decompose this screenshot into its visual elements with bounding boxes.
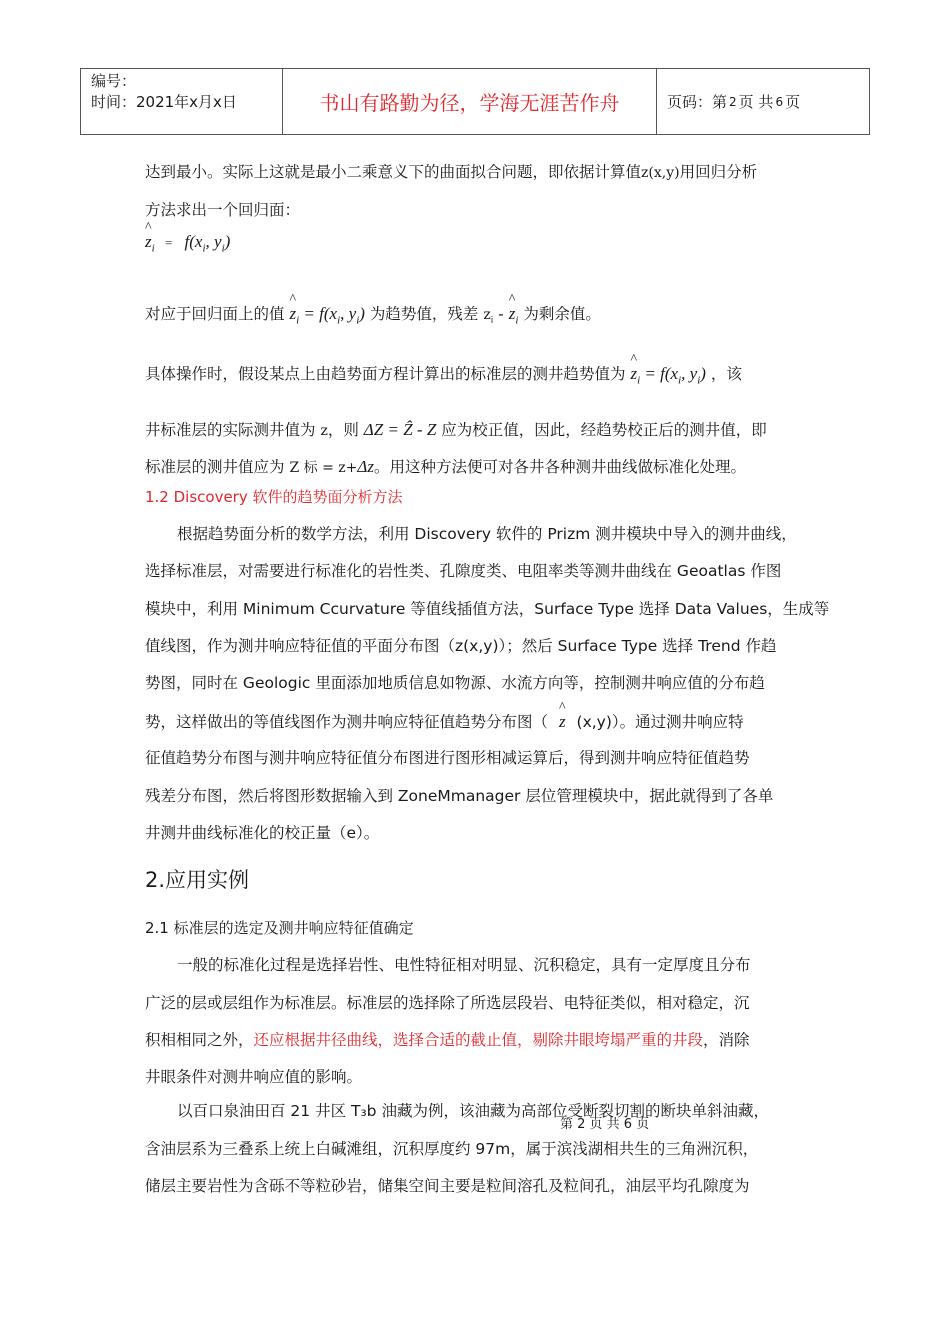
paragraph-line: 选择标准层，对需要进行标准化的岩性类、孔隙度类、电阻率类等测井曲线在 Geoatlas 作图 xyxy=(145,562,782,580)
header-motto: 书山有路勤为径，学海无涯苦作舟 xyxy=(283,69,657,134)
paragraph-line: 广泛的层或层组作为标准层。标准层的选择除了所选层段岩、电特征类似，相对稳定，沉 xyxy=(145,994,750,1012)
paragraph-line: 储层主要岩性为含砾不等粒砂岩，储集空间主要是粒间溶孔及粒间孔，油层平均孔隙度为 xyxy=(145,1177,750,1195)
trend-formula: ^ $z_i = f(x_i$, $y_i$) xyxy=(289,304,364,323)
paragraph-line: 井测井曲线标准化的校正量（e）。 xyxy=(145,824,380,842)
section-heading-2-1: 2.1 标准层的选定及测井响应特征值确定 xyxy=(145,919,414,937)
highlighted-text: 还应根据井径曲线，选择合适的截止值，剔除井眼垮塌严重的井段 xyxy=(253,1031,704,1049)
regression-formula: ^ $z_i = f(x_i$, $y_i$) xyxy=(145,232,230,254)
header-meta xyxy=(81,69,283,134)
page-footer: 第 2 页 共 6 页 xyxy=(560,1117,650,1132)
section-heading-1-2: 1.2 Discovery 软件的趋势面分析方法 xyxy=(145,488,403,506)
paragraph-line: 含油层系为三叠系上统上白碱滩组，沉积厚度约 97m，属于滨浅湖相共生的三角洲沉积， xyxy=(145,1140,759,1158)
paragraph-line: 达到最小。实际上这就是最小二乘意义下的曲面拟合问题，即依据计算值z(x,y)用回归分析 xyxy=(145,163,758,181)
serial-label: 编号： xyxy=(91,72,137,90)
paragraph-line: 势，这样做出的等值线图作为测井响应特征值趋势分布图（ ^ z (x,y)）。通过测井响应特 xyxy=(145,710,744,732)
paragraph-line: 值线图，作为测井响应特征值的平面分布图（z(x,y)）；然后 Surface Type 选择 Trend 作趋 xyxy=(145,637,777,655)
paragraph-line: 势图，同时在 Geologic 里面添加地质信息如物源、水流方向等，控制测井响应值的分布趋 xyxy=(145,674,765,692)
header-table xyxy=(80,68,870,135)
paragraph-line: 征值趋势分布图与测井响应特征值分布图进行图形相减运算后，得到测井响应特征值趋势 xyxy=(145,749,750,767)
paragraph-line: 一般的标准化过程是选择岩性、电性特征相对明显、沉积稳定，具有一定厚度且分布 xyxy=(177,956,751,974)
section-heading-2: 2.应用实例 xyxy=(145,868,250,892)
paragraph-line: 对应于回归面上的值 ^ $z_i = f(x_i$, $y_i$) 为趋势值，残差 $z_i$ - ^ $z_i$ 为剩余值。 xyxy=(145,302,601,326)
trend-formula: ^ $z_i = f(x_i$, $y_i$) xyxy=(630,364,705,383)
paragraph-line: 井标准层的实际测井值为 z，则 ΔZ = Ẑ - Z 应为校正值，因此，经趋势校正后的测井值，即 xyxy=(145,420,767,439)
paragraph-line: 积相相同之外，还应根据井径曲线，选择合适的截止值，剔除井眼垮塌严重的井段，消除 xyxy=(145,1031,750,1049)
paragraph-line: 模块中，利用 Minimum Ccurvature 等值线插值方法，Surface Type 选择 Data Values，生成等 xyxy=(145,600,830,618)
paragraph-line: 标准层的测井值应为 Z 标 = z+Δz。用这种方法便可对各井各种测井曲线做标准化处理。 xyxy=(145,457,746,476)
paragraph-line: 方法求出一个回归面： xyxy=(145,201,301,219)
paragraph-line: 具体操作时，假设某点上由趋势面方程计算出的标准层的测井趋势值为 ^ $z_i = f(x_i$, $y_i$) ，该 xyxy=(145,362,742,386)
paragraph-line: 以百口泉油田百 21 井区 T₃b 油藏为例，该油藏为高部位受断裂切割的断块单斜油藏， xyxy=(177,1102,769,1120)
paragraph-line: 井眼条件对测井响应值的影响。 xyxy=(145,1068,363,1086)
paragraph-line: 根据趋势面分析的数学方法，利用 Discovery 软件的 Prizm 测井模块中导入的测井曲线， xyxy=(177,525,797,543)
header-page-number: 页码：第 2 页 共 6 页 xyxy=(667,93,801,111)
paragraph-line: 残差分布图，然后将图形数据输入到 ZoneMmanager 层位管理模块中，据此就得到了各单 xyxy=(145,787,774,805)
correction-formula: ΔZ = Ẑ - Z xyxy=(363,420,437,439)
date-label: 时间：2021年x月x日 xyxy=(91,93,237,111)
